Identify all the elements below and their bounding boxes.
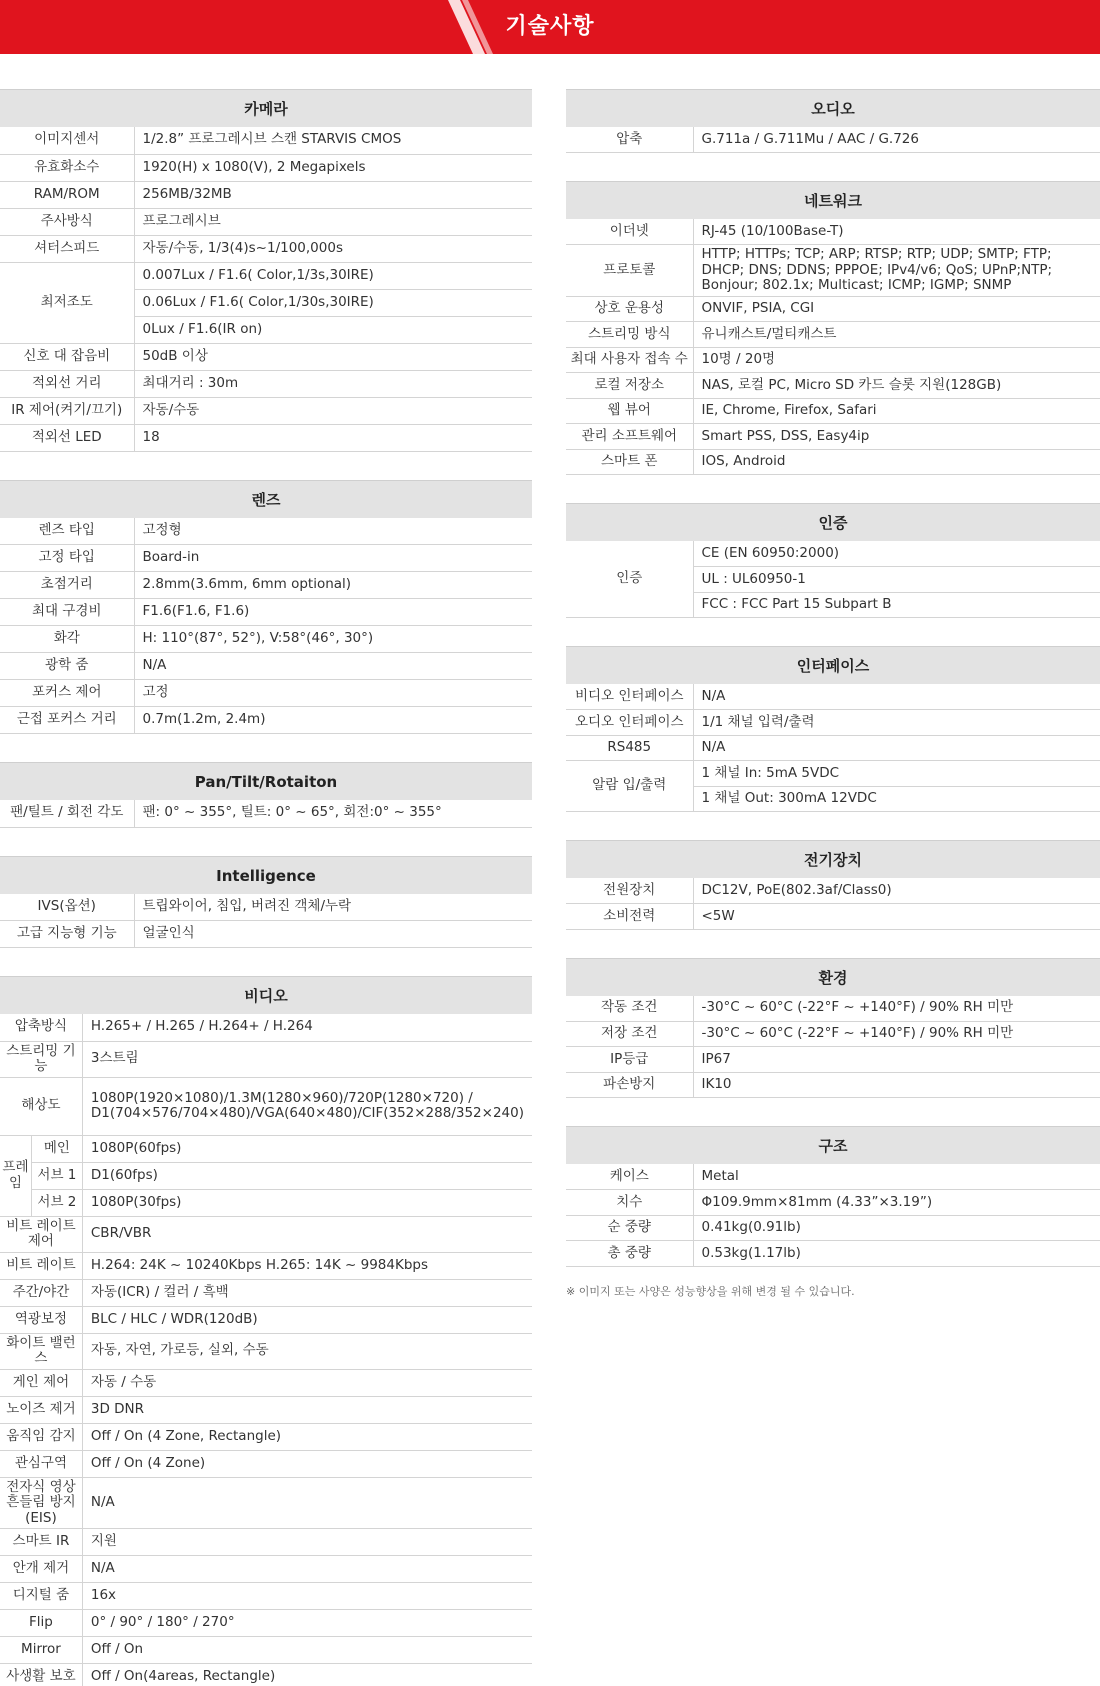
- spec-label: 스트리밍 기능: [0, 1041, 82, 1077]
- spec-value: F1.6(F1.6, F1.6): [134, 599, 532, 626]
- table-row: [0, 545, 532, 572]
- spec-value: CE (EN 60950:2000): [693, 541, 1100, 567]
- spec-value: Φ109.9mm×81mm (4.33”×3.19”): [693, 1190, 1100, 1216]
- table-row: [0, 397, 532, 424]
- video-table: [0, 1014, 532, 1686]
- spec-value: 0Lux / F1.6(IR on): [134, 316, 532, 343]
- table-row: [0, 800, 532, 827]
- spec-label: 역광보정: [0, 1306, 82, 1333]
- environment-table: [566, 996, 1100, 1099]
- spec-value: 얼굴인식: [134, 921, 532, 948]
- spec-value: 1080P(30fps): [82, 1189, 532, 1216]
- table-row: [0, 1077, 532, 1135]
- spec-label: 알람 입/출력: [566, 761, 693, 812]
- spec-value: 0° / 90° / 180° / 270°: [82, 1610, 532, 1637]
- certification-table: [566, 541, 1100, 618]
- network-section: [566, 181, 1100, 475]
- spec-value: 0.007Lux / F1.6( Color,1/3s,30IRE): [134, 262, 532, 289]
- table-row: [0, 1610, 532, 1637]
- spec-value: ONVIF, PSIA, CGI: [693, 296, 1100, 322]
- spec-value: Metal: [693, 1164, 1100, 1190]
- spec-value: IOS, Android: [693, 449, 1100, 475]
- spec-value: 지원: [82, 1529, 532, 1556]
- spec-label: IR 제어(켜기/끄기): [0, 397, 134, 424]
- spec-value: 0.06Lux / F1.6( Color,1/30s,30IRE): [134, 289, 532, 316]
- spec-label: 서브 2: [31, 1189, 82, 1216]
- spec-value: 고정: [134, 680, 532, 707]
- spec-value: IP67: [693, 1047, 1100, 1073]
- table-row: [0, 1252, 532, 1279]
- spec-label: 서브 1: [31, 1162, 82, 1189]
- table-row: [0, 208, 532, 235]
- spec-label: 전원장치: [566, 878, 693, 904]
- table-row: [0, 1529, 532, 1556]
- spec-value: 3스트림: [82, 1041, 532, 1077]
- spec-label: 유효화소수: [0, 154, 134, 181]
- lens-section: [0, 480, 532, 735]
- camera-section: [0, 89, 532, 452]
- left-column: [0, 89, 532, 1686]
- spec-value: CBR/VBR: [82, 1216, 532, 1252]
- section-title: 인증: [566, 503, 1100, 541]
- spec-label: 노이즈 제거: [0, 1396, 82, 1423]
- section-title: 환경: [566, 958, 1100, 996]
- section-title: 인터페이스: [566, 646, 1100, 684]
- table-row: [566, 710, 1100, 736]
- spec-value: 1080P(60fps): [82, 1135, 532, 1162]
- table-row: [566, 1164, 1100, 1190]
- section-title: 카메라: [0, 89, 532, 127]
- spec-group-label: 프레임: [0, 1135, 31, 1216]
- spec-label: 신호 대 잡음비: [0, 343, 134, 370]
- spec-value: BLC / HLC / WDR(120dB): [82, 1306, 532, 1333]
- table-row: [0, 1477, 532, 1529]
- table-row: [566, 245, 1100, 297]
- spec-label: 스마트 폰: [566, 449, 693, 475]
- spec-value: Smart PSS, DSS, Easy4ip: [693, 424, 1100, 450]
- spec-value: N/A: [693, 735, 1100, 761]
- spec-value: DC12V, PoE(802.3af/Class0): [693, 878, 1100, 904]
- spec-label: 최대 구경비: [0, 599, 134, 626]
- spec-label: 프로토콜: [566, 245, 693, 297]
- intelligence-section: [0, 856, 532, 949]
- spec-label: 해상도: [0, 1077, 82, 1135]
- table-row: [0, 1014, 532, 1041]
- table-row: [0, 1306, 532, 1333]
- spec-label: 이미지센서: [0, 127, 134, 154]
- table-row: [566, 904, 1100, 930]
- lens-table: [0, 518, 532, 735]
- table-row: [566, 1190, 1100, 1216]
- spec-label: 관심구역: [0, 1450, 82, 1477]
- spec-value: NAS, 로컬 PC, Micro SD 카드 슬롯 지원(128GB): [693, 373, 1100, 399]
- table-row: [566, 1047, 1100, 1073]
- spec-label: 치수: [566, 1190, 693, 1216]
- spec-label: 상호 운용성: [566, 296, 693, 322]
- table-row: [0, 127, 532, 154]
- spec-value: 10명 / 20명: [693, 347, 1100, 373]
- certification-section: [566, 503, 1100, 618]
- spec-label: 파손방지: [566, 1072, 693, 1098]
- spec-value: 256MB/32MB: [134, 181, 532, 208]
- table-row: [0, 680, 532, 707]
- spec-value: 0.53kg(1.17lb): [693, 1241, 1100, 1267]
- spec-label: 게인 제어: [0, 1369, 82, 1396]
- spec-value: 자동, 자연, 가로등, 실외, 수동: [82, 1333, 532, 1369]
- spec-value: 고정형: [134, 518, 532, 545]
- spec-label: 스마트 IR: [0, 1529, 82, 1556]
- spec-label: Mirror: [0, 1637, 82, 1664]
- table-row: [0, 1664, 532, 1686]
- spec-label: 순 중량: [566, 1215, 693, 1241]
- spec-value: 자동/수동: [134, 397, 532, 424]
- spec-label: 전자식 영상 흔들림 방지(EIS): [0, 1477, 82, 1529]
- video-section: [0, 976, 532, 1686]
- spec-label: 웹 뷰어: [566, 398, 693, 424]
- spec-value: 3D DNR: [82, 1396, 532, 1423]
- structure-section: [566, 1126, 1100, 1267]
- footnote: ※ 이미지 또는 사양은 성능향상을 위해 변경 될 수 있습니다.: [566, 1284, 855, 1298]
- table-row: [566, 684, 1100, 710]
- spec-value: 50dB 이상: [134, 343, 532, 370]
- ptr-section: [0, 762, 532, 828]
- spec-value: HTTP; HTTPs; TCP; ARP; RTSP; RTP; UDP; SMTP; FTP; DHCP; DNS; DDNS; PPPOE; IPv4/v6; QoS; UPnP;NTP; Bonjour; 802.1x; Multicast; ICMP; IGMP; SNMP: [693, 245, 1100, 297]
- spec-label: 움직임 감지: [0, 1423, 82, 1450]
- spec-label: IP등급: [566, 1047, 693, 1073]
- spec-value: 자동/수동, 1/3(4)s~1/100,000s: [134, 235, 532, 262]
- table-row: [566, 1215, 1100, 1241]
- electrical-table: [566, 878, 1100, 930]
- table-row: [0, 894, 532, 921]
- table-row: [0, 181, 532, 208]
- table-row: [566, 735, 1100, 761]
- table-row: [566, 347, 1100, 373]
- spec-value: D1(60fps): [82, 1162, 532, 1189]
- spec-label: 고급 지능형 기능: [0, 921, 134, 948]
- table-row: [0, 1450, 532, 1477]
- table-row: [0, 1135, 532, 1162]
- table-row: [0, 424, 532, 451]
- ptr-table: [0, 800, 532, 828]
- spec-value: 최대거리 : 30m: [134, 370, 532, 397]
- spec-label: 작동 조건: [566, 996, 693, 1022]
- spec-label: 화이트 밸런스: [0, 1333, 82, 1369]
- spec-value: 16x: [82, 1583, 532, 1610]
- spec-value: 자동(ICR) / 컬러 / 흑백: [82, 1279, 532, 1306]
- section-title: 비디오: [0, 976, 532, 1014]
- spec-value: 자동 / 수동: [82, 1369, 532, 1396]
- spec-value: G.711a / G.711Mu / AAC / G.726: [693, 127, 1100, 153]
- spec-label: 케이스: [566, 1164, 693, 1190]
- intelligence-table: [0, 894, 532, 949]
- table-row: [0, 262, 532, 289]
- spec-value: RJ-45 (10/100Base-T): [693, 219, 1100, 245]
- spec-value: 팬: 0° ~ 355°, 틸트: 0° ~ 65°, 회전:0° ~ 355°: [134, 800, 532, 827]
- spec-value: -30°C ~ 60°C (-22°F ~ +140°F) / 90% RH 미만: [693, 996, 1100, 1022]
- spec-label: 스트리밍 방식: [566, 322, 693, 348]
- spec-value: Board-in: [134, 545, 532, 572]
- spec-value: 트립와이어, 침입, 버려진 객체/누락: [134, 894, 532, 921]
- page-title: 기술사항: [505, 14, 595, 39]
- spec-value: N/A: [134, 653, 532, 680]
- table-row: [566, 1241, 1100, 1267]
- audio-section: [566, 89, 1100, 153]
- table-row: [0, 653, 532, 680]
- spec-value: Off / On: [82, 1637, 532, 1664]
- spec-label: 화각: [0, 626, 134, 653]
- table-row: [566, 373, 1100, 399]
- spec-label: 총 중량: [566, 1241, 693, 1267]
- spec-label: RS485: [566, 735, 693, 761]
- spec-label: 최저조도: [0, 262, 134, 343]
- spec-label: 적외선 LED: [0, 424, 134, 451]
- spec-value: 0.7m(1.2m, 2.4m): [134, 707, 532, 734]
- section-title: 네트워크: [566, 181, 1100, 219]
- table-row: [566, 424, 1100, 450]
- spec-label: 근접 포커스 거리: [0, 707, 134, 734]
- spec-label: 이더넷: [566, 219, 693, 245]
- spec-value: <5W: [693, 904, 1100, 930]
- table-row: [0, 1333, 532, 1369]
- table-row: [0, 1423, 532, 1450]
- spec-label: 사생활 보호: [0, 1664, 82, 1686]
- spec-label: 초점거리: [0, 572, 134, 599]
- spec-label: 적외선 거리: [0, 370, 134, 397]
- spec-label: 비트 레이트 제어: [0, 1216, 82, 1252]
- spec-label: 오디오 인터페이스: [566, 710, 693, 736]
- table-row: [566, 996, 1100, 1022]
- section-title: 구조: [566, 1126, 1100, 1164]
- table-row: [0, 1396, 532, 1423]
- spec-label: 고정 타입: [0, 545, 134, 572]
- spec-label: RAM/ROM: [0, 181, 134, 208]
- structure-table: [566, 1164, 1100, 1267]
- spec-label: 주사방식: [0, 208, 134, 235]
- spec-value: 2.8mm(3.6mm, 6mm optional): [134, 572, 532, 599]
- table-row: [566, 296, 1100, 322]
- spec-value: UL : UL60950-1: [693, 567, 1100, 593]
- spec-label: 광학 줌: [0, 653, 134, 680]
- spec-value: 프로그레시브: [134, 208, 532, 235]
- network-table: [566, 219, 1100, 475]
- spec-label: 압축: [566, 127, 693, 153]
- spec-label: 디지털 줌: [0, 1583, 82, 1610]
- table-row: [566, 1072, 1100, 1098]
- spec-value: 1080P(1920×1080)/1.3M(1280×960)/720P(1280×720) / D1(704×576/704×480)/VGA(640×480)/CIF(352×288/352×240): [82, 1077, 532, 1135]
- table-row: [0, 921, 532, 948]
- spec-value: 1920(H) x 1080(V), 2 Megapixels: [134, 154, 532, 181]
- spec-label: 팬/틸트 / 회전 각도: [0, 800, 134, 827]
- spec-value: IE, Chrome, Firefox, Safari: [693, 398, 1100, 424]
- table-row: [0, 572, 532, 599]
- audio-table: [566, 127, 1100, 153]
- spec-value: 1 채널 In: 5mA 5VDC: [693, 761, 1100, 787]
- spec-value: N/A: [82, 1477, 532, 1529]
- table-row: [0, 1041, 532, 1077]
- spec-value: 1 채널 Out: 300mA 12VDC: [693, 786, 1100, 812]
- table-row: [0, 1369, 532, 1396]
- spec-label: 주간/야간: [0, 1279, 82, 1306]
- spec-value: IK10: [693, 1072, 1100, 1098]
- table-row: [566, 1021, 1100, 1047]
- section-title: 오디오: [566, 89, 1100, 127]
- spec-value: Off / On (4 Zone, Rectangle): [82, 1423, 532, 1450]
- spec-label: 메인: [31, 1135, 82, 1162]
- spec-label: 최대 사용자 접속 수: [566, 347, 693, 373]
- table-row: [566, 127, 1100, 153]
- table-row: [566, 219, 1100, 245]
- spec-value: H: 110°(87°, 52°), V:58°(46°, 30°): [134, 626, 532, 653]
- section-title: 렌즈: [0, 480, 532, 518]
- electrical-section: [566, 840, 1100, 930]
- header-banner: [0, 0, 1100, 54]
- spec-label: Flip: [0, 1610, 82, 1637]
- spec-value: 1/2.8” 프로그레시브 스캔 STARVIS CMOS: [134, 127, 532, 154]
- spec-label: 압축방식: [0, 1014, 82, 1041]
- table-row: [0, 235, 532, 262]
- table-row: [0, 1279, 532, 1306]
- spec-label: 셔터스피드: [0, 235, 134, 262]
- interface-section: [566, 646, 1100, 812]
- section-title: Pan/Tilt/Rotaiton: [0, 762, 532, 800]
- table-row: [566, 322, 1100, 348]
- table-row: [0, 1162, 532, 1189]
- spec-value: H.264: 24K ~ 10240Kbps H.265: 14K ~ 9984Kbps: [82, 1252, 532, 1279]
- spec-label: 렌즈 타입: [0, 518, 134, 545]
- spec-label: 소비전력: [566, 904, 693, 930]
- camera-table: [0, 127, 532, 452]
- table-row: [0, 518, 532, 545]
- spec-label: 비트 레이트: [0, 1252, 82, 1279]
- table-row: [566, 398, 1100, 424]
- table-row: [0, 1556, 532, 1583]
- spec-value: FCC : FCC Part 15 Subpart B: [693, 592, 1100, 618]
- spec-label: IVS(옵션): [0, 894, 134, 921]
- spec-value: N/A: [693, 684, 1100, 710]
- section-title: Intelligence: [0, 856, 532, 894]
- table-row: [0, 343, 532, 370]
- interface-table: [566, 684, 1100, 812]
- spec-value: H.265+ / H.265 / H.264+ / H.264: [82, 1014, 532, 1041]
- spec-value: -30°C ~ 60°C (-22°F ~ +140°F) / 90% RH 미만: [693, 1021, 1100, 1047]
- table-row: [0, 1583, 532, 1610]
- spec-value: 0.41kg(0.91lb): [693, 1215, 1100, 1241]
- spec-value: 유니캐스트/멀티캐스트: [693, 322, 1100, 348]
- spec-label: 인증: [566, 541, 693, 618]
- spec-label: 비디오 인터페이스: [566, 684, 693, 710]
- table-row: [0, 707, 532, 734]
- spec-label: 포커스 제어: [0, 680, 134, 707]
- table-row: [0, 154, 532, 181]
- table-row: [0, 370, 532, 397]
- table-row: [566, 541, 1100, 567]
- table-row: [566, 449, 1100, 475]
- spec-label: 저장 조건: [566, 1021, 693, 1047]
- right-column: [566, 89, 1100, 1299]
- spec-value: Off / On (4 Zone): [82, 1450, 532, 1477]
- spec-label: 로컬 저장소: [566, 373, 693, 399]
- spec-label: 안개 제거: [0, 1556, 82, 1583]
- table-row: [566, 878, 1100, 904]
- spec-value: Off / On(4areas, Rectangle): [82, 1664, 532, 1686]
- section-title: 전기장치: [566, 840, 1100, 878]
- environment-section: [566, 958, 1100, 1099]
- spec-value: 1/1 채널 입력/출력: [693, 710, 1100, 736]
- spec-value: N/A: [82, 1556, 532, 1583]
- table-row: [0, 1189, 532, 1216]
- table-row: [0, 626, 532, 653]
- spec-value: 18: [134, 424, 532, 451]
- table-row: [0, 1216, 532, 1252]
- table-row: [566, 761, 1100, 787]
- spec-label: 관리 소프트웨어: [566, 424, 693, 450]
- table-row: [0, 1637, 532, 1664]
- table-row: [0, 599, 532, 626]
